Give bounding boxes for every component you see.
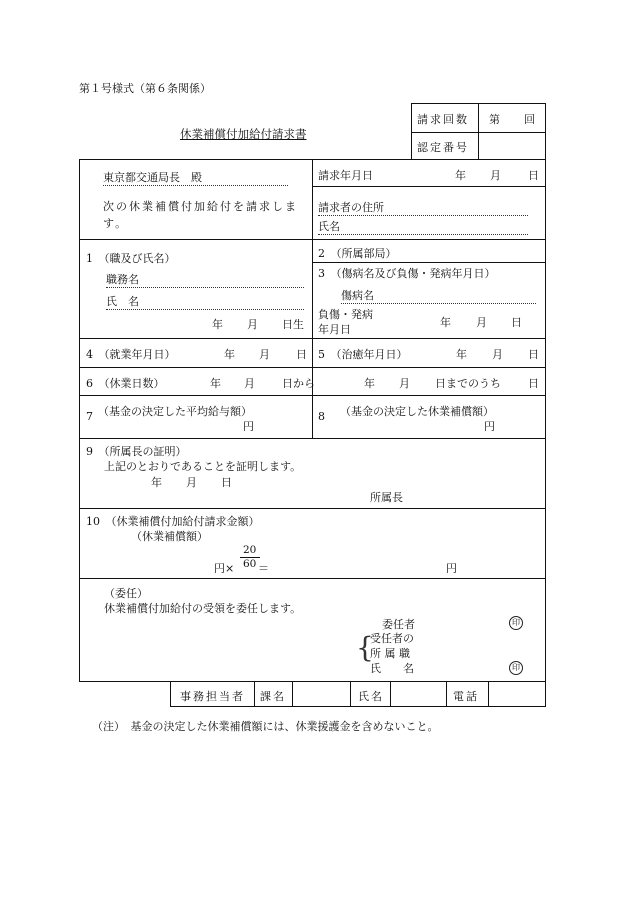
footer-divider — [170, 681, 171, 707]
yen-times: 円× — [214, 562, 235, 575]
brace-icon: { — [356, 631, 374, 664]
s6-until: 日までのうち — [435, 377, 501, 390]
delegatee-label-1: 受任者の — [370, 632, 414, 645]
col-divider — [312, 159, 313, 439]
year-label: 年 — [455, 169, 466, 182]
form-title: 休業補償付加給付請求書 — [180, 127, 307, 141]
fraction-numerator: 20 — [243, 544, 257, 556]
footer-divider — [254, 681, 255, 707]
section-name-label: 課名 — [260, 690, 286, 703]
seal-stamp: 印 — [509, 616, 523, 630]
requester-name-field[interactable]: 氏名 — [318, 218, 528, 235]
s1-birth: 日生 — [282, 318, 304, 331]
section-7-num: 7 — [86, 410, 93, 423]
s7-unit: 円 — [243, 420, 254, 433]
request-count-label: 請求回数 — [417, 113, 469, 126]
delegation-statement: 休業補償付加給付の受領を委任します。 — [104, 602, 302, 615]
s6-month2: 月 — [399, 377, 410, 390]
delegation-label: （委任） — [104, 587, 148, 600]
s5-month: 月 — [492, 348, 503, 361]
row-divider — [312, 262, 546, 263]
footer-divider — [292, 681, 293, 707]
table-right — [545, 159, 546, 706]
row-divider — [312, 186, 546, 187]
section-1-label: 1 （職及び氏名） — [86, 252, 176, 265]
clerk-name-label: 氏名 — [358, 690, 384, 703]
requester-address-field[interactable]: 請求者の住所 — [318, 199, 528, 216]
month-label: 月 — [490, 169, 501, 182]
s5-day: 日 — [528, 348, 539, 361]
section-9-label: 9 （所属長の証明） — [86, 445, 187, 458]
section-8-num: 8 — [318, 410, 325, 423]
equals-sign: ＝ — [258, 562, 269, 575]
box-border-left — [411, 103, 412, 159]
s6-month: 月 — [244, 377, 255, 390]
delegatee-label-3: 氏 名 — [370, 662, 414, 675]
delegatee-label-2: 所 属 職 — [370, 647, 410, 660]
s6-year: 年 — [210, 377, 221, 390]
full-name-field[interactable]: 氏 名 — [106, 293, 304, 310]
form-number: 第１号様式（第６条関係） — [79, 82, 211, 95]
s10-unit: 円 — [446, 562, 457, 575]
s3-day: 日 — [511, 316, 522, 329]
section-10-label: 10 （休業補償付加給付請求金額） — [86, 515, 260, 528]
s4-day: 日 — [296, 348, 307, 361]
s4-year: 年 — [224, 348, 235, 361]
s9-day: 日 — [221, 476, 232, 489]
section-4-label: 4 （就業年月日） — [86, 348, 176, 361]
s6-from: 日から — [282, 377, 315, 390]
section-5-label: 5 （治癒年月日） — [318, 348, 408, 361]
section-2-label: 2 （所属部局） — [318, 247, 397, 260]
delegator-label: 委任者 — [382, 618, 415, 631]
footer-divider — [446, 681, 447, 707]
section-6-label: 6 （休業日数） — [86, 377, 165, 390]
table-left — [79, 159, 80, 706]
s6-days: 日 — [528, 377, 539, 390]
approval-number-label: 認定番号 — [417, 141, 469, 154]
addressee: 東京都交通局長 殿 — [103, 169, 288, 186]
fraction-denominator: 60 — [243, 558, 257, 570]
footer-divider — [488, 681, 489, 707]
job-title-field[interactable]: 職務名 — [106, 271, 304, 288]
s6-year2: 年 — [364, 377, 375, 390]
clerk-label: 事務担当者 — [180, 690, 245, 703]
footer-divider — [390, 681, 391, 707]
certification-statement: 上記のとおりであることを証明します。 — [104, 460, 302, 473]
section-7-label: （基金の決定した平均給与額） — [98, 405, 252, 418]
s1-year: 年 — [212, 318, 223, 331]
box-divider — [478, 103, 479, 159]
s10-sub: （休業補償額） — [131, 530, 208, 543]
footnote: （注） 基金の決定した休業補償額には、休業援護金を含めないこと。 — [92, 720, 439, 733]
request-date-label: 請求年月日 — [318, 169, 373, 182]
injury-date-label-2: 年月日 — [318, 323, 351, 336]
box-border-right — [545, 103, 546, 159]
footer-left-gap — [79, 681, 80, 707]
chief-label: 所属長 — [370, 491, 403, 504]
request-count-suffix: 回 — [524, 113, 535, 126]
row-divider — [79, 508, 546, 509]
s4-month: 月 — [259, 348, 270, 361]
day-label: 日 — [528, 169, 539, 182]
s8-unit: 円 — [484, 420, 495, 433]
s9-year: 年 — [151, 476, 162, 489]
footer-top — [79, 681, 170, 682]
s3-month: 月 — [476, 316, 487, 329]
s5-year: 年 — [456, 348, 467, 361]
disease-name-field[interactable]: 傷病名 — [341, 287, 536, 304]
section-8-label: （基金の決定した休業補償額） — [340, 405, 494, 418]
section-3-label: 3 （傷病名及び負傷・発病年月日） — [318, 267, 496, 280]
s3-year: 年 — [440, 316, 451, 329]
seal-stamp: 印 — [509, 661, 523, 675]
request-statement: 次の休業補償付加給付を請求します。 — [103, 200, 298, 230]
footer-bottom-gap — [79, 706, 170, 707]
request-count-prefix: 第 — [489, 113, 500, 126]
injury-date-label: 負傷・発病 — [318, 308, 373, 321]
phone-label: 電話 — [453, 690, 479, 703]
row-divider — [79, 578, 546, 579]
s9-month: 月 — [186, 476, 197, 489]
footer-divider — [350, 681, 351, 707]
s1-month: 月 — [247, 318, 258, 331]
